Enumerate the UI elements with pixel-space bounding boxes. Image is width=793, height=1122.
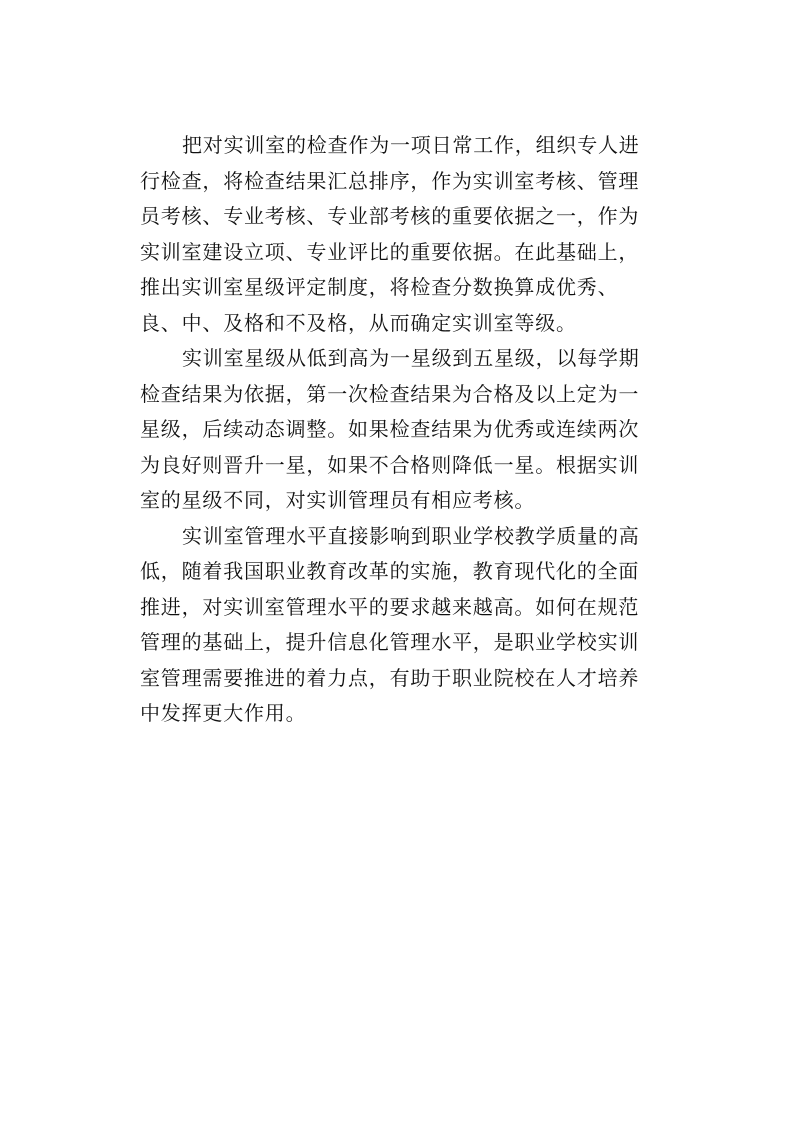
text-line: 室管理需要推进的着力点，有助于职业院校在人才培养 [140,665,640,690]
paragraph-2 [140,341,660,519]
text-line: 检查结果为依据，第一次检查结果为合格及以上定为一 [140,381,640,406]
text-line: 中发挥更大作用。 [140,701,307,725]
text-line: 室的星级不同，对实训管理员有相应考核。 [140,488,536,512]
text-line: 为良好则晋升一星，如果不合格则降低一星。根据实训 [140,452,640,477]
text-line: 把对实训室的检查作为一项日常工作，组织专人进 [182,133,640,157]
text-line: 管理的基础上，提升信息化管理水平，是职业学校实训 [140,630,640,654]
text-line: 推出实训室星级评定制度，将检查分数换算成优秀、 [140,275,619,299]
text-line: 实训室建设立项、专业评比的重要依据。在此基础上， [140,239,640,264]
paragraph-3 [140,519,660,732]
text-line: 星级，后续动态调整。如果检查结果为优秀或连续两次 [140,417,640,441]
text-line: 低，随着我国职业教育改革的实施，教育现代化的全面 [140,559,640,583]
text-line: 良、中、及格和不及格，从而确定实训室等级。 [140,310,577,335]
paragraph-1 [140,128,660,341]
text-line: 员考核、专业考核、专业部考核的重要依据之一，作为 [140,204,640,228]
text-line: 推进，对实训室管理水平的要求越来越高。如何在规范 [140,594,640,619]
text-line: 实训室星级从低到高为一星级到五星级，以每学期 [182,346,640,370]
text-line: 行检查，将检查结果汇总排序，作为实训室考核、管理 [140,168,640,193]
body-text [140,128,660,732]
text-line: 实训室管理水平直接影响到职业学校教学质量的高 [182,523,640,548]
